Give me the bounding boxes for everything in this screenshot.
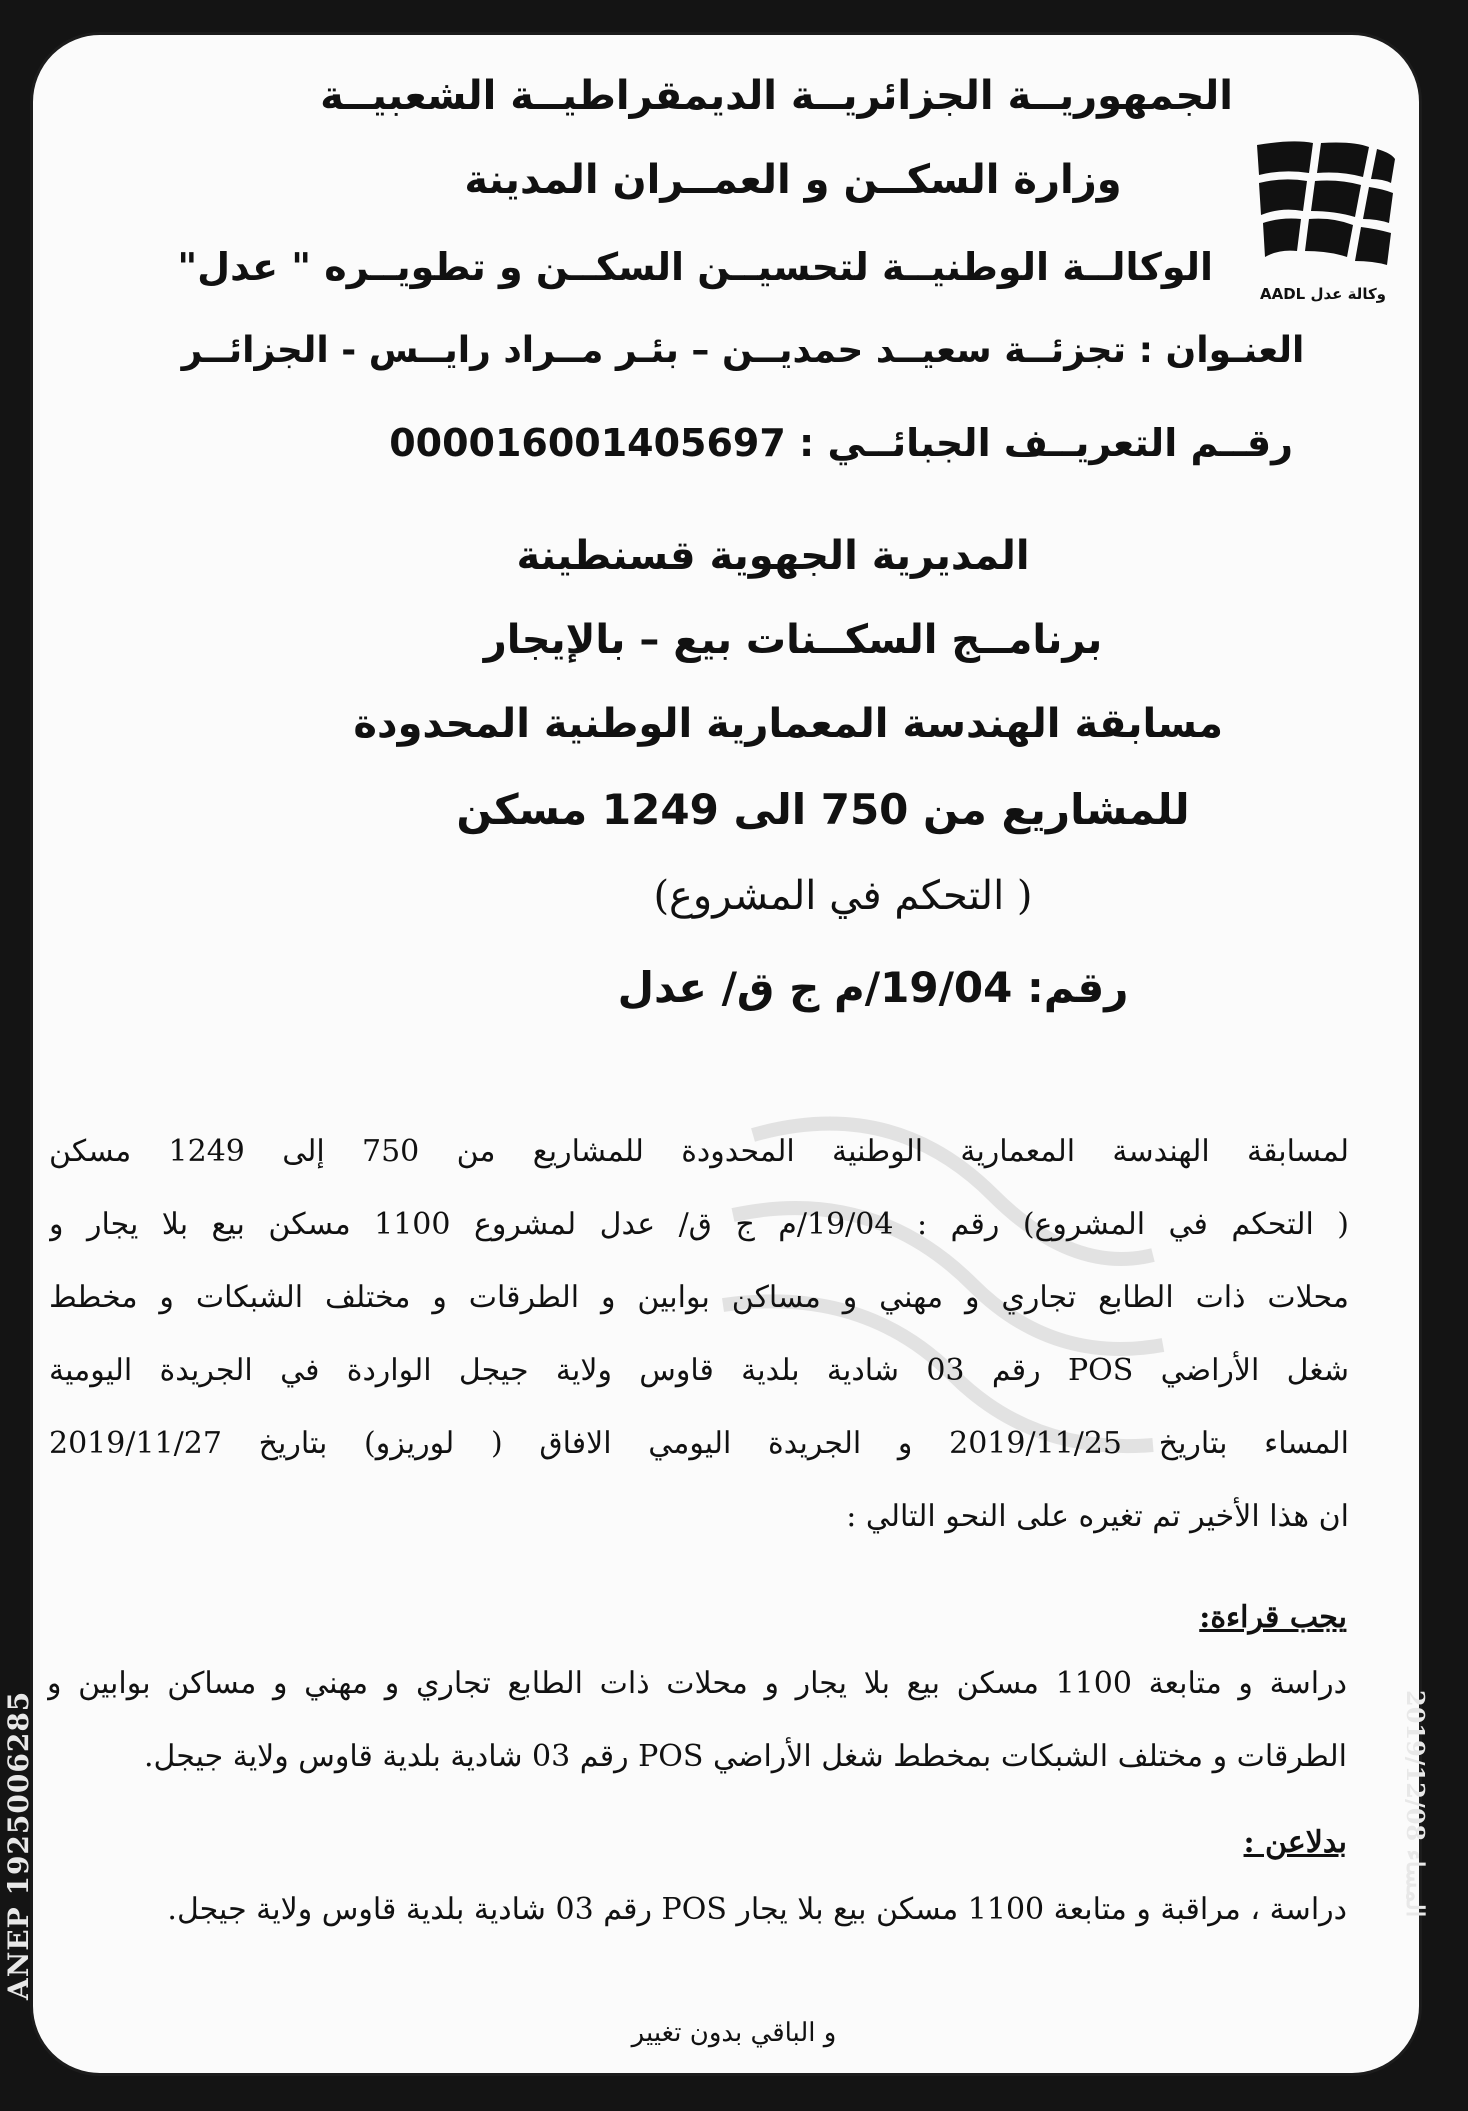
tax-id-line: رقــم التعريــف الجبائــي : 000016001405697 bbox=[389, 421, 1293, 465]
agency-heading: الوكالــة الوطنيــة لتحسيــن السكــن و تطويــره " عدل" bbox=[177, 245, 1213, 289]
aadl-logo bbox=[1223, 139, 1413, 319]
body-line: محلات ذات الطابع تجاري و مهني و مساكن بوابين و الطرقات و مختلف الشبكات و مخطط bbox=[49, 1280, 1349, 1315]
body-line: شغل الأراضي POS رقم 03 شادية بلدية قاوس ولاية جيجل الواردة في الجريدة اليومية bbox=[49, 1353, 1349, 1388]
address-line: العنـوان : تجزئــة سعيــد حمديــن – بئـر مــراد رايــس - الجزائــر bbox=[181, 330, 1305, 371]
directorate-title: المديرية الجهوية قسنطينة bbox=[516, 533, 1030, 579]
competition-title: مسابقة الهندسة المعمارية الوطنية المحدودة bbox=[353, 701, 1223, 747]
body-line: لمسابقة الهندسة المعمارية الوطنية المحدودة للمشاريع من 750 إلى 1249 مسكن bbox=[49, 1134, 1349, 1169]
notice-page bbox=[30, 32, 1422, 2076]
should-read-title: يجب قراءة: bbox=[1199, 1600, 1347, 1635]
instead-of-line: دراسة ، مراقبة و متابعة 1100 مسكن بيع بلا يجار POS رقم 03 شادية بلدية قاوس ولاية جيجل. bbox=[167, 1892, 1347, 1927]
republic-heading: الجمهوريــة الجزائريــة الديمقراطيــة الشعبيــة bbox=[320, 73, 1233, 119]
newspaper-date: 2019/12/08 bbox=[1401, 1690, 1430, 1842]
should-read-text bbox=[47, 1647, 1347, 1793]
aadl-logo-icon bbox=[1253, 139, 1398, 274]
aadl-logo-caption: وكالة عدل AADL bbox=[1259, 285, 1386, 303]
should-read-line: الطرقات و مختلف الشبكات بمخطط شغل الأراضي POS رقم 03 شادية بلدية قاوس ولاية جيجل. bbox=[143, 1739, 1347, 1774]
ministry-heading: وزارة السكــن و العمــران المدينة bbox=[464, 157, 1122, 203]
program-title: برنامــج السكــنات بيع – بالإيجار bbox=[483, 617, 1103, 663]
newspaper-date-stamp bbox=[1401, 1690, 1430, 1917]
newspaper-name: المساء bbox=[1401, 1849, 1430, 1918]
instead-of-title: بدلاعن : bbox=[1243, 1825, 1347, 1860]
notice-body bbox=[49, 1115, 1349, 1553]
reference-number: رقم: 19/04/م ج ق/ عدل bbox=[617, 963, 1129, 1012]
project-control-title: ( التحكم في المشروع) bbox=[653, 873, 1033, 919]
body-line: ( التحكم في المشروع) رقم : 19/04/م ج ق/ عدل لمشروع 1100 مسكن بيع بلا يجار و bbox=[49, 1207, 1349, 1242]
anep-stamp: ANEP 1925006285 bbox=[2, 1690, 35, 2000]
projects-title: للمشاريع من 750 الى 1249 مسكن bbox=[456, 785, 1190, 834]
body-line: المساء بتاريخ 2019/11/25 و الجريدة اليومي الافاق ( لوريزو) بتاريخ 2019/11/27 bbox=[49, 1426, 1349, 1461]
body-line: ان هذا الأخير تم تغيره على النحو التالي : bbox=[846, 1499, 1349, 1534]
footer-note: و الباقي بدون تغيير bbox=[631, 2018, 837, 2048]
should-read-line: دراسة و متابعة 1100 مسكن بيع بلا يجار و محلات ذات الطابع تجاري و مهني و مساكن بوابين و bbox=[47, 1666, 1347, 1701]
instead-of-text bbox=[47, 1873, 1347, 1946]
